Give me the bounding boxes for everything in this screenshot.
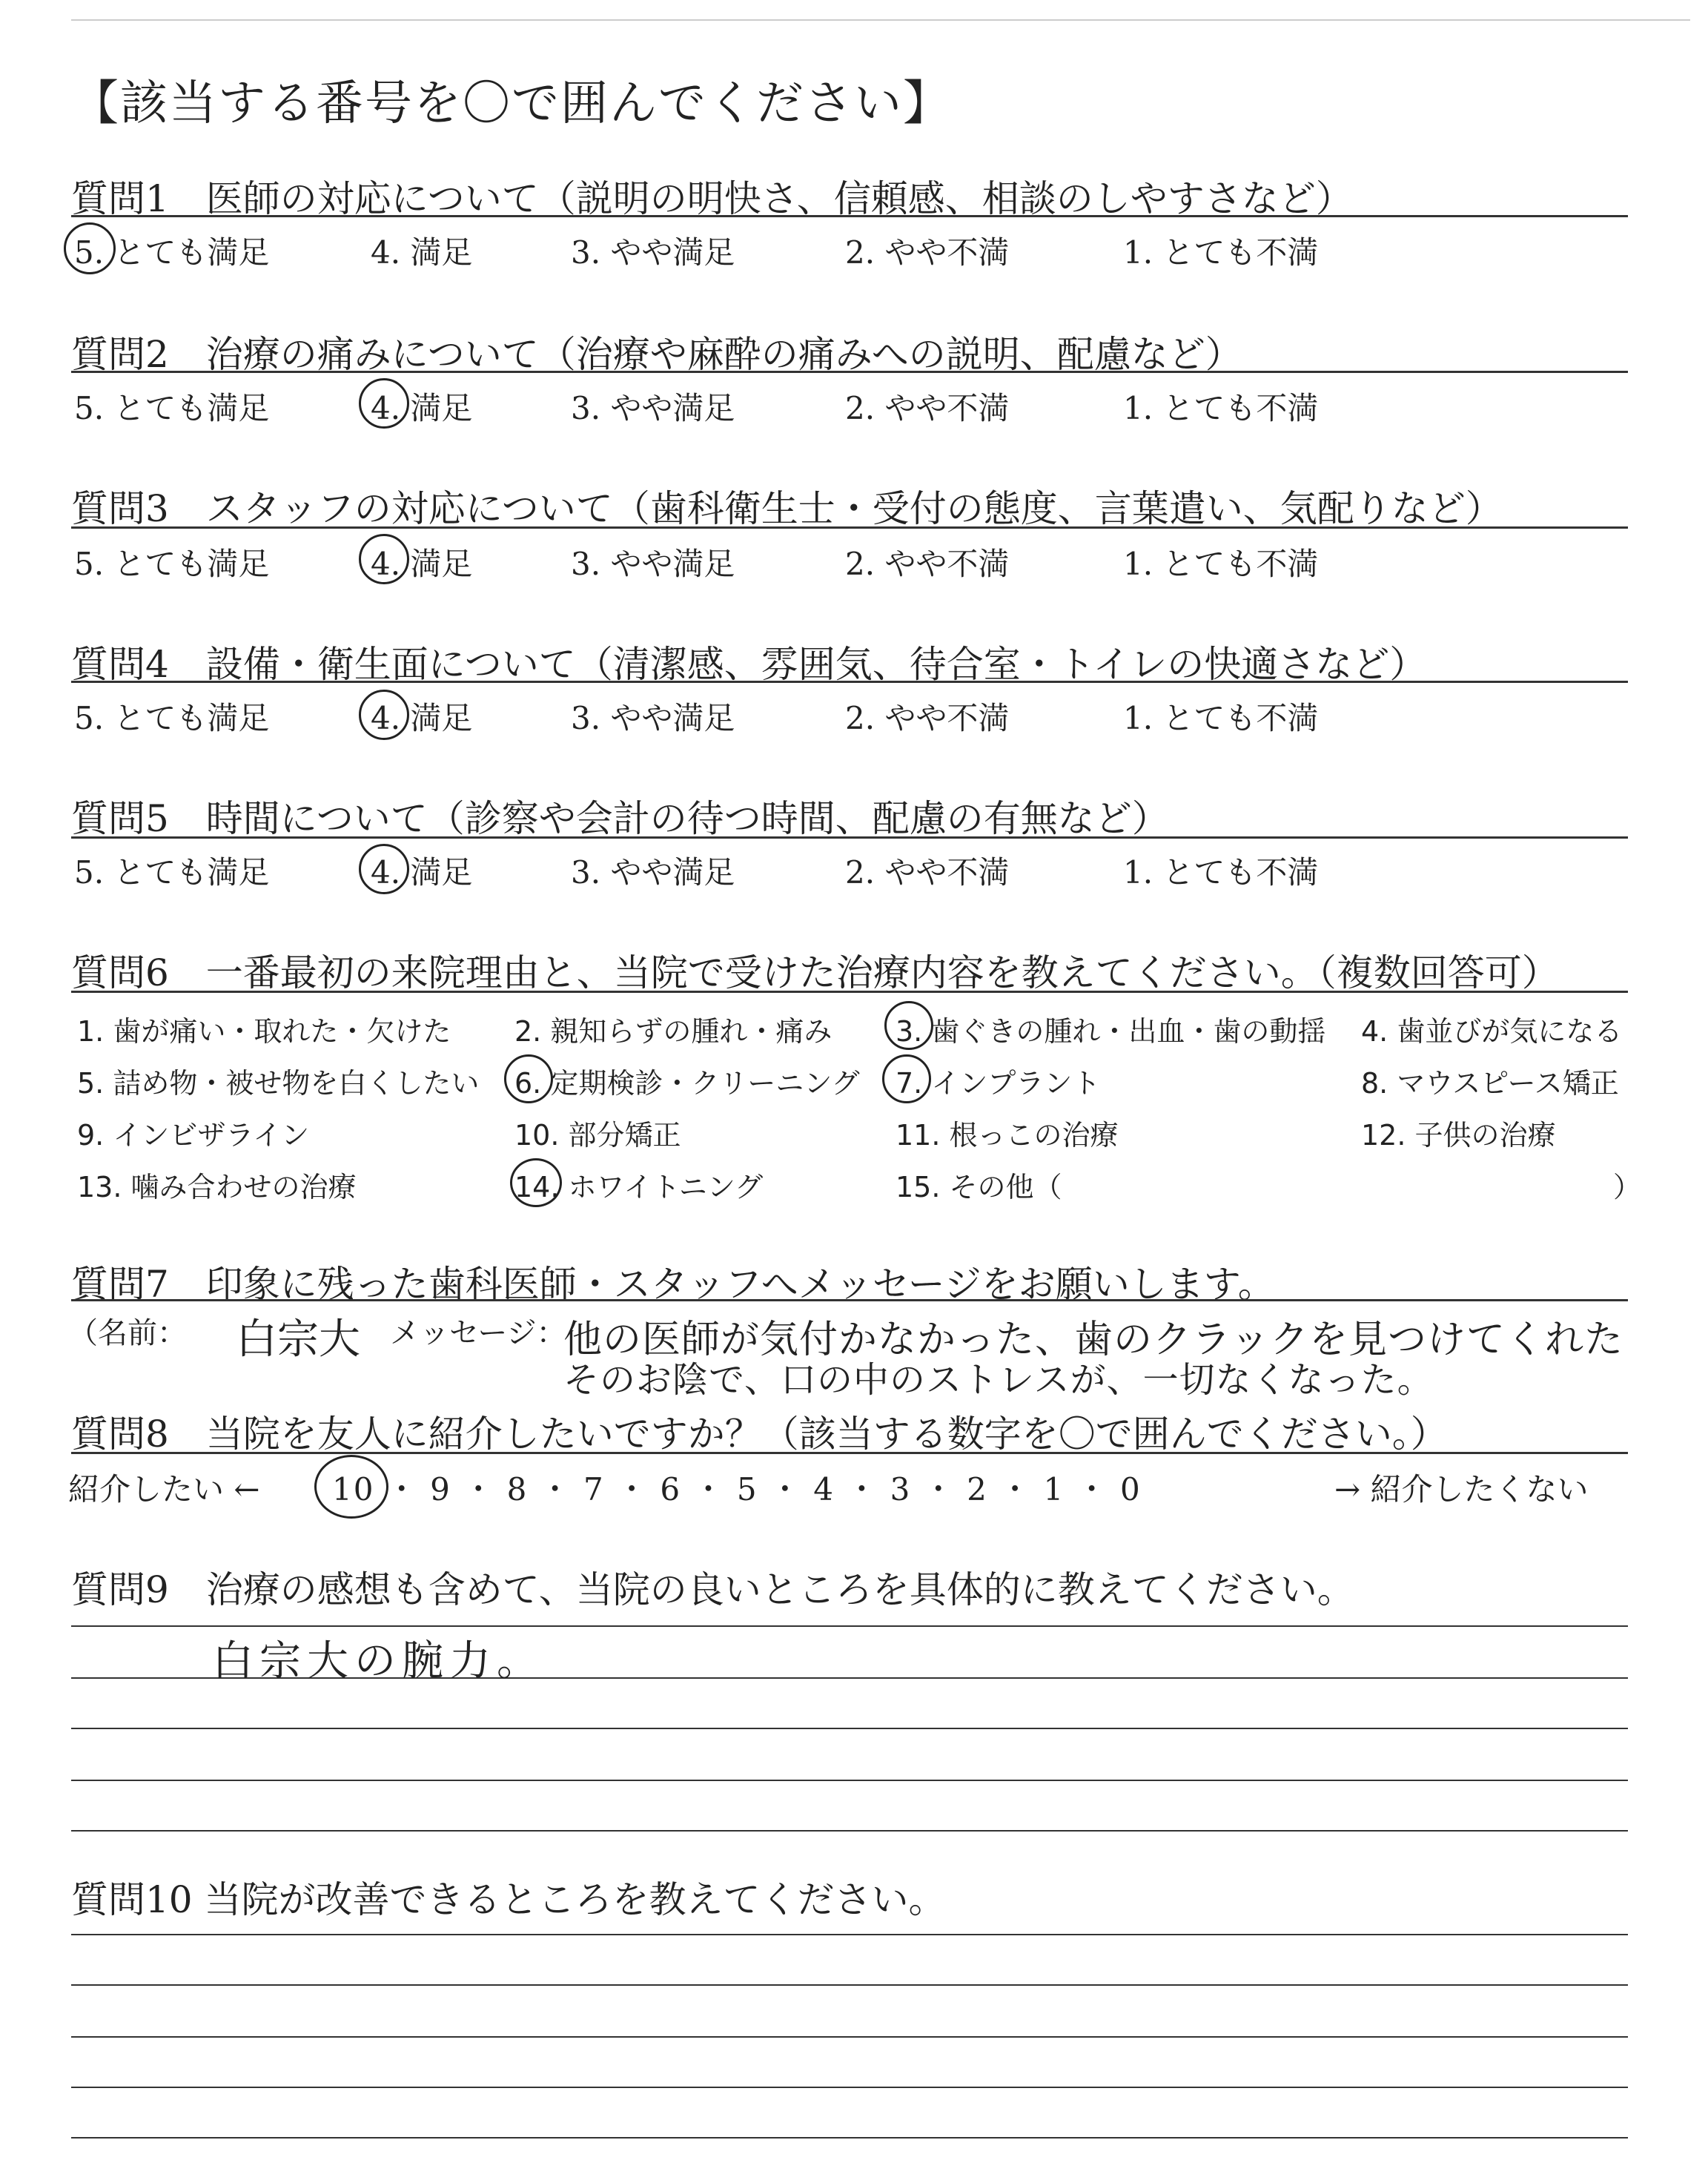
question-10-title: 質問10 当院が改善できるところを教えてください。 <box>71 1878 946 1921</box>
q6-answer-circle-6 <box>504 1054 553 1103</box>
q6-item-14[interactable]: 14. ホワイトニング <box>514 1171 764 1203</box>
q2-option-2[interactable]: 2. やや不満 <box>845 390 1010 426</box>
q6-item-11[interactable]: 11. 根っこの治療 <box>896 1119 1119 1152</box>
q7-name-label: （名前： <box>68 1316 187 1350</box>
q6-item-12[interactable]: 12. 子供の治療 <box>1361 1119 1556 1152</box>
q6-item-4[interactable]: 4. 歯並びが気になる <box>1361 1015 1623 1048</box>
q6-answer-circle-14 <box>510 1158 562 1207</box>
q8-answer-circle <box>314 1455 388 1519</box>
question-8-rule <box>71 1452 1628 1454</box>
q10-answer-line-3 <box>71 2036 1628 2038</box>
q4-option-4[interactable]: 4. 満足 <box>371 700 473 736</box>
q6-item-3[interactable]: 3. 歯ぐきの腫れ・出血・歯の動揺 <box>896 1015 1326 1048</box>
question-6-title: 質問6 一番最初の来院理由と、当院で受けた治療内容を教えてください。（複数回答可） <box>71 951 1559 994</box>
question-4-rule <box>71 681 1628 683</box>
question-9-title: 質問9 治療の感想も含めて、当院の良いところを具体的に教えてください。 <box>71 1568 1354 1611</box>
q1-option-4[interactable]: 4. 満足 <box>371 234 473 271</box>
q2-option-4[interactable]: 4. 満足 <box>371 390 473 426</box>
q4-option-3[interactable]: 3. やや満足 <box>571 700 735 736</box>
q3-option-2[interactable]: 2. やや不満 <box>845 546 1010 582</box>
page-title: 【該当する番号を〇で囲んでください】 <box>71 76 952 131</box>
q4-answer-circle <box>359 690 409 740</box>
q7-name-handwriting[interactable]: 白宗大 <box>236 1315 360 1364</box>
q5-option-1[interactable]: 1. とても不満 <box>1123 854 1319 891</box>
q4-option-5[interactable]: 5. とても満足 <box>74 700 270 736</box>
q1-option-5[interactable]: 5. とても満足 <box>74 234 270 271</box>
question-7-rule <box>71 1299 1628 1301</box>
q8-scale-left-label: 紹介したい ← <box>68 1471 260 1507</box>
q6-item-15[interactable]: 15. その他（ <box>896 1171 1062 1203</box>
q3-option-4[interactable]: 4. 満足 <box>371 546 473 582</box>
q5-option-3[interactable]: 3. やや満足 <box>571 854 735 891</box>
q5-answer-circle <box>359 844 409 894</box>
q2-option-3[interactable]: 3. やや満足 <box>571 390 735 426</box>
q5-option-4[interactable]: 4. 満足 <box>371 854 473 891</box>
question-1-rule <box>71 215 1628 217</box>
q3-option-3[interactable]: 3. やや満足 <box>571 546 735 582</box>
question-3-title: 質問3 スタッフの対応について（歯科衛生士・受付の態度、言葉遣い、気配りなど） <box>71 487 1503 530</box>
q9-answer-line-1 <box>71 1625 1628 1627</box>
question-3-rule <box>71 526 1628 529</box>
q1-answer-circle <box>64 222 116 274</box>
q2-option-5[interactable]: 5. とても満足 <box>74 390 270 426</box>
q6-answer-circle-3 <box>884 1001 933 1050</box>
q6-item-9[interactable]: 9. インビザライン <box>77 1119 310 1152</box>
question-8-title: 質問8 当院を友人に紹介したいですか？（該当する数字を〇で囲んでください。） <box>71 1413 1448 1456</box>
question-4-title: 質問4 設備・衛生面について（清潔感、雰囲気、待合室・トイレの快適さなど） <box>71 643 1427 686</box>
q8-scale-right-label: → 紹介したくない <box>1334 1471 1589 1507</box>
question-5-rule <box>71 836 1628 839</box>
q3-answer-circle <box>359 534 409 584</box>
q10-answer-line-2 <box>71 1984 1628 1986</box>
question-2-title: 質問2 治療の痛みについて（治療や麻酔の痛みへの説明、配慮など） <box>71 333 1242 376</box>
question-2-rule <box>71 371 1628 373</box>
q7-message-handwriting-line-1[interactable]: 他の医師が気付かなかった、歯のクラックを見つけてくれた <box>563 1318 1623 1362</box>
q10-answer-line-5 <box>71 2137 1628 2138</box>
q9-answer-line-5 <box>71 1830 1628 1832</box>
q9-answer-line-3 <box>71 1728 1628 1729</box>
q7-message-label: メッセージ： <box>390 1316 566 1350</box>
q6-item-8[interactable]: 8. マウスピース矯正 <box>1361 1067 1619 1100</box>
q8-scale-values[interactable]: 10 ・ 9 ・ 8 ・ 7 ・ 6 ・ 5 ・ 4 ・ 3 ・ 2 ・ 1 ・ 0 <box>332 1471 1142 1507</box>
q1-option-2[interactable]: 2. やや不満 <box>845 234 1010 271</box>
q2-answer-circle <box>359 378 409 429</box>
question-5-title: 質問5 時間について（診察や会計の待つ時間、配慮の有無など） <box>71 797 1169 840</box>
q1-option-3[interactable]: 3. やや満足 <box>571 234 735 271</box>
q5-option-5[interactable]: 5. とても満足 <box>74 854 270 891</box>
question-7-title: 質問7 印象に残った歯科医師・スタッフへメッセージをお願いします。 <box>71 1263 1275 1306</box>
q6-item-1[interactable]: 1. 歯が痛い・取れた・欠けた <box>77 1015 451 1048</box>
q10-answer-line-4 <box>71 2087 1628 2088</box>
q6-item-2[interactable]: 2. 親知らずの腫れ・痛み <box>514 1015 833 1048</box>
q6-item-5[interactable]: 5. 詰め物・被せ物を白くしたい <box>77 1067 480 1100</box>
q6-item-7[interactable]: 7. インプラント <box>896 1067 1101 1100</box>
q6-item-10[interactable]: 10. 部分矯正 <box>514 1119 681 1152</box>
q9-answer-handwriting[interactable]: 白宗大の腕力。 <box>212 1637 544 1685</box>
top-rule <box>71 19 1690 21</box>
q9-answer-line-4 <box>71 1780 1628 1781</box>
q4-option-1[interactable]: 1. とても不満 <box>1123 700 1319 736</box>
q5-option-2[interactable]: 2. やや不満 <box>845 854 1010 891</box>
q6-item-6[interactable]: 6. 定期検診・クリーニング <box>514 1067 860 1100</box>
q6-item-15-close: ） <box>1613 1171 1642 1203</box>
q3-option-5[interactable]: 5. とても満足 <box>74 546 270 582</box>
q2-option-1[interactable]: 1. とても不満 <box>1123 390 1319 426</box>
q3-option-1[interactable]: 1. とても不満 <box>1123 546 1319 582</box>
question-1-title: 質問1 医師の対応について（説明の明快さ、信頼感、相談のしやすさなど） <box>71 177 1353 220</box>
q1-option-1[interactable]: 1. とても不満 <box>1123 234 1319 271</box>
q7-message-handwriting-line-2[interactable]: そのお陰で、口の中のストレスが、一切なくなった。 <box>563 1359 1434 1401</box>
q6-answer-circle-7 <box>882 1054 931 1103</box>
question-6-rule <box>71 991 1628 993</box>
q6-item-13[interactable]: 13. 噛み合わせの治療 <box>77 1171 357 1203</box>
q10-answer-line-1 <box>71 1934 1628 1935</box>
q4-option-2[interactable]: 2. やや不満 <box>845 700 1010 736</box>
